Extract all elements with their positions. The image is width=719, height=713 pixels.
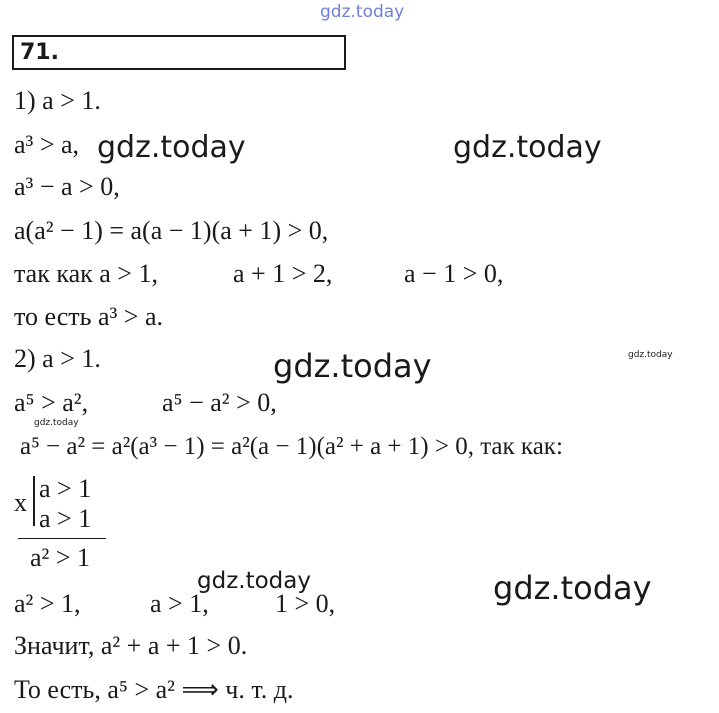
line-qed: То есть, a⁵ > a² ⟹ ч. т. д. [14,675,294,704]
line-factorization: a(a² − 1) = a(a − 1)(a + 1) > 0, [14,216,329,245]
line-a-plus-1: a + 1 > 2, [233,259,333,288]
line-factor-a: a > 1 [39,474,92,503]
watermark-top: gdz.today [320,2,405,22]
line-case-2: 2) a > 1. [14,344,101,373]
problem-number-box [12,35,346,70]
watermark-3: gdz.today [273,347,432,385]
line-conclusion-1: то есть a³ > a. [14,302,164,331]
line-factor-b: a > 1 [39,504,92,533]
watermark-4: gdz.today [197,568,311,594]
watermark-2: gdz.today [453,130,602,165]
line-since-a-gt-1: так как a > 1, [14,259,158,288]
line-full-factorization: a⁵ − a² = a²(a³ − 1) = a²(a − 1)(a² + a + 1) > 0, так как: [20,433,563,460]
line-product-result: a² > 1 [30,543,90,572]
problem-number: 71. [20,40,59,65]
system-bracket [33,476,35,526]
product-rule [18,538,106,539]
watermark-small-2: gdz.today [34,418,79,428]
line-multiply-sign: x [14,488,27,517]
line-1-gt-0: 1 > 0, [275,589,336,618]
watermark-1: gdz.today [97,130,246,165]
line-a-gt-1: a > 1, [150,589,209,618]
line-a-cubed-gt-a: a³ > a, [14,130,80,159]
line-a2-gt-1: a² > 1, [14,589,81,618]
watermark-small-1: gdz.today [628,350,673,360]
line-a5-gt-a2: a⁵ > a², [14,388,89,417]
line-difference: a³ − a > 0, [14,172,120,201]
line-a5-minus-a2: a⁵ − a² > 0, [162,388,277,417]
line-hence: Значит, a² + a + 1 > 0. [14,631,248,660]
line-case-1: 1) a > 1. [14,86,101,115]
watermark-5: gdz.today [493,569,652,607]
line-a-minus-1: a − 1 > 0, [404,259,504,288]
